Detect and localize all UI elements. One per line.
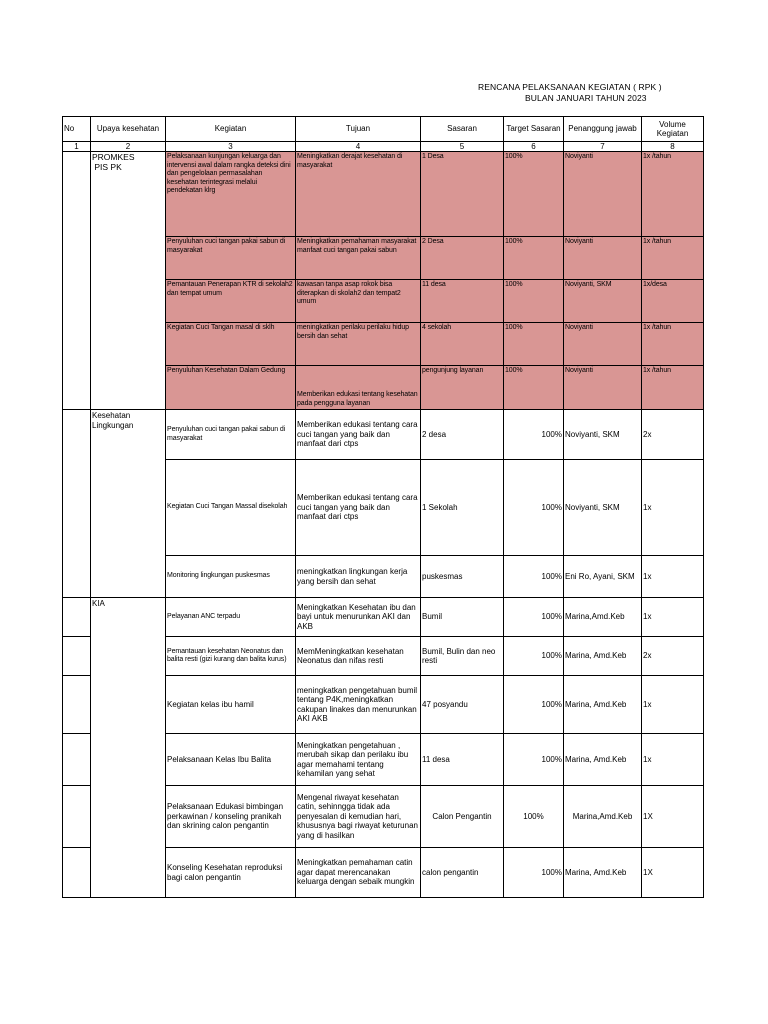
sasaran-cell: puskesmas — [421, 556, 504, 598]
volume-cell: 1x /tahun — [642, 237, 704, 280]
kegiatan-cell: Konseling Kesehatan reproduksi bagi calon pengantin — [166, 848, 296, 898]
kegiatan-cell: Kegiatan Cuci Tangan masal di sklh — [166, 323, 296, 366]
target-cell: 100% — [504, 786, 564, 848]
volume-cell: 1x /tahun — [642, 152, 704, 237]
kegiatan-cell: Pelaksanaan Edukasi bimbingan perkawinan / konseling pranikah dan skrining calon pengantin — [166, 786, 296, 848]
no-cell — [63, 734, 91, 786]
kegiatan-cell: Kegiatan kelas ibu hamil — [166, 676, 296, 734]
col-num: 8 — [642, 142, 704, 152]
header-pj: Penanggung jawab — [564, 117, 642, 142]
kegiatan-cell: Pemantauan Penerapan KTR di sekolah2 dan tempat umum — [166, 280, 296, 323]
tujuan-cell: MemMeningkatkan kesehatan Neonatus dan nifas resti — [296, 637, 421, 676]
volume-cell: 1x/desa — [642, 280, 704, 323]
pj-cell: Noviyanti — [564, 237, 642, 280]
pj-cell: Marina, Amd.Keb — [564, 734, 642, 786]
target-cell: 100% — [504, 366, 564, 410]
pj-cell: Eni Ro, Ayani, SKM — [564, 556, 642, 598]
pj-cell: Noviyanti — [564, 366, 642, 410]
kegiatan-cell: Pelaksanaan Kelas Ibu Balita — [166, 734, 296, 786]
kegiatan-cell: Kegiatan Cuci Tangan Massal disekolah — [166, 460, 296, 556]
no-cell — [63, 848, 91, 898]
no-cell — [63, 598, 91, 637]
col-num: 5 — [421, 142, 504, 152]
col-num: 2 — [91, 142, 166, 152]
document-title: RENCANA PELAKSANAAN KEGIATAN ( RPK ) — [478, 82, 662, 92]
header-row — [63, 117, 704, 142]
upaya-cell: PROMKES PIS PK — [91, 152, 166, 410]
pj-cell: Marina, Amd.Keb — [564, 848, 642, 898]
sasaran-cell: 4 sekolah — [421, 323, 504, 366]
target-cell: 100% — [504, 734, 564, 786]
tujuan-cell: Meningkatkan pemahaman catin agar dapat merencanakan keluarga dengan sebaik mungkin — [296, 848, 421, 898]
tujuan-cell: meningkatkan pengetahuan bumil tentang P4K,meningkatkan cakupan linakes dan menurunkan AKI AKB — [296, 676, 421, 734]
target-cell: 100% — [504, 152, 564, 237]
sasaran-cell: calon pengantin — [421, 848, 504, 898]
sasaran-cell: pengunjung layanan — [421, 366, 504, 410]
volume-cell: 2x — [642, 637, 704, 676]
header-no: No — [63, 117, 91, 142]
target-cell: 100% — [504, 676, 564, 734]
volume-cell: 1x — [642, 556, 704, 598]
tujuan-cell: Meningkatkan pengetahuan , merubah sikap dan perilaku ibu agar memahami tentang kehamilan yang sehat — [296, 734, 421, 786]
target-cell: 100% — [504, 556, 564, 598]
volume-cell: 1x — [642, 734, 704, 786]
header-target: Target Sasaran — [504, 117, 564, 142]
tujuan-cell: meningkatkan perilaku perilaku hidup bersih dan sehat — [296, 323, 421, 366]
table-row — [63, 598, 704, 637]
sasaran-cell: 11 desa — [421, 280, 504, 323]
kegiatan-cell: Penyuluhan cuci tangan pakai sabun di masyarakat — [166, 410, 296, 460]
col-num: 6 — [504, 142, 564, 152]
tujuan-cell: meningkatkan lingkungan kerja yang bersih dan sehat — [296, 556, 421, 598]
pj-cell: Noviyanti, SKM — [564, 280, 642, 323]
volume-cell: 1x /tahun — [642, 366, 704, 410]
target-cell: 100% — [504, 637, 564, 676]
rpk-table — [62, 116, 704, 898]
kegiatan-cell: Pelayanan ANC terpadu — [166, 598, 296, 637]
tujuan-cell: Memberikan edukasi tentang cara cuci tangan yang baik dan manfaat dari ctps — [296, 410, 421, 460]
target-cell: 100% — [504, 848, 564, 898]
sasaran-cell: 1 Desa — [421, 152, 504, 237]
tujuan-cell: Meningkatkan pemahaman masyarakat manfaat cuci tangan pakai sabun — [296, 237, 421, 280]
volume-cell: 1x — [642, 676, 704, 734]
pj-cell: Noviyanti — [564, 152, 642, 237]
pj-cell: Marina, Amd.Keb — [564, 676, 642, 734]
header-upaya: Upaya kesehatan — [91, 117, 166, 142]
target-cell: 100% — [504, 460, 564, 556]
column-number-row — [63, 142, 704, 152]
sasaran-cell: Calon Pengantin — [421, 786, 504, 848]
sasaran-cell: 47 posyandu — [421, 676, 504, 734]
volume-cell: 1x — [642, 598, 704, 637]
table-row — [63, 410, 704, 460]
target-cell: 100% — [504, 410, 564, 460]
col-num: 7 — [564, 142, 642, 152]
tujuan-cell: Memberikan edukasi tentang cara cuci tangan yang baik dan manfaat dari ctps — [296, 460, 421, 556]
upaya-cell: KIA — [91, 598, 166, 898]
pj-cell: Noviyanti, SKM — [564, 410, 642, 460]
volume-cell: 1X — [642, 786, 704, 848]
target-cell: 100% — [504, 598, 564, 637]
tujuan-cell: Memberikan edukasi tentang kesehatan pada pengguna layanan — [296, 366, 421, 410]
target-cell: 100% — [504, 280, 564, 323]
sasaran-cell: 1 Sekolah — [421, 460, 504, 556]
volume-cell: 1x /tahun — [642, 323, 704, 366]
tujuan-cell: Meningkatkan derajat kesehatan di masyarakat — [296, 152, 421, 237]
kegiatan-cell: Pelaksanaan kunjungan keluarga dan intervensi awal dalam rangka deteksi dini dan pengelolaan permasalahan kesehatan terintegrasi melalui pendekatan klrg — [166, 152, 296, 237]
sasaran-cell: 11 desa — [421, 734, 504, 786]
col-num: 3 — [166, 142, 296, 152]
sasaran-cell: Bumil, Bulin dan neo resti — [421, 637, 504, 676]
pj-cell: Marina,Amd.Keb — [564, 786, 642, 848]
volume-cell: 1x — [642, 460, 704, 556]
sasaran-cell: Bumil — [421, 598, 504, 637]
volume-cell: 2x — [642, 410, 704, 460]
sasaran-cell: 2 desa — [421, 410, 504, 460]
col-num: 1 — [63, 142, 91, 152]
header-tujuan: Tujuan — [296, 117, 421, 142]
volume-cell: 1X — [642, 848, 704, 898]
pj-cell: Noviyanti, SKM — [564, 460, 642, 556]
no-cell — [63, 410, 91, 598]
sasaran-cell: 2 Desa — [421, 237, 504, 280]
kegiatan-cell: Pemantauan kesehatan Neonatus dan balita resti (gizi kurang dan balita kurus) — [166, 637, 296, 676]
target-cell: 100% — [504, 237, 564, 280]
pj-cell: Marina,Amd.Keb — [564, 598, 642, 637]
tujuan-cell: Mengenal riwayat kesehatan catin, sehinngga tidak ada penyesalan di kemudian hari, khususnya bagi riwayat keturunan yang di hasilkan — [296, 786, 421, 848]
no-cell — [63, 786, 91, 848]
header-volume: Volume Kegiatan — [642, 117, 704, 142]
document-subtitle: BULAN JANUARI TAHUN 2023 — [525, 93, 647, 103]
header-sasaran: Sasaran — [421, 117, 504, 142]
upaya-cell: Kesehatan Lingkungan — [91, 410, 166, 598]
no-cell — [63, 637, 91, 676]
kegiatan-cell: Penyuluhan Kesehatan Dalam Gedung — [166, 366, 296, 410]
tujuan-cell: Meningkatkan Kesehatan ibu dan bayi untuk menurunkan AKI dan AKB — [296, 598, 421, 637]
pj-cell: Noviyanti — [564, 323, 642, 366]
no-cell — [63, 676, 91, 734]
col-num: 4 — [296, 142, 421, 152]
pj-cell: Marina, Amd.Keb — [564, 637, 642, 676]
tujuan-cell: kawasan tanpa asap rokok bisa diterapkan di skolah2 dan tempat2 umum — [296, 280, 421, 323]
target-cell: 100% — [504, 323, 564, 366]
header-kegiatan: Kegiatan — [166, 117, 296, 142]
table-row — [63, 152, 704, 237]
kegiatan-cell: Penyuluhan cuci tangan pakai sabun di masyarakat — [166, 237, 296, 280]
kegiatan-cell: Monitoring lingkungan puskesmas — [166, 556, 296, 598]
no-cell — [63, 152, 91, 410]
